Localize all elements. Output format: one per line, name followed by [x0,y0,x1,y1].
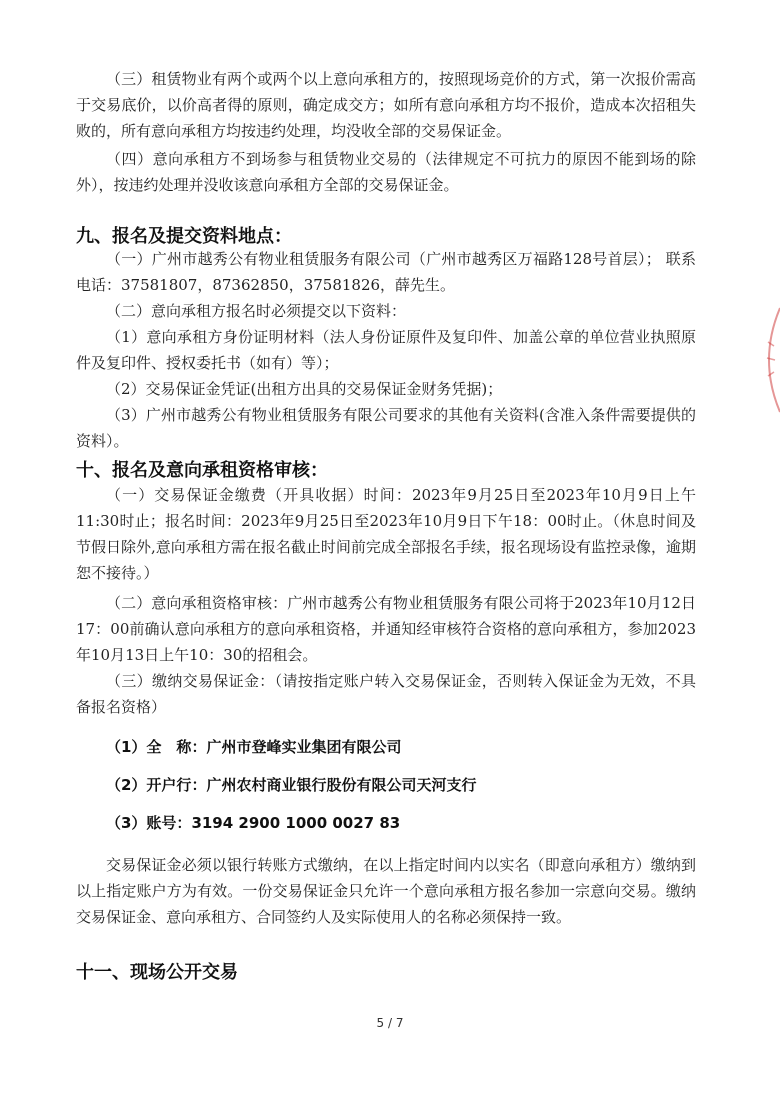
required-doc-identity: （1）意向承租方身份证明材料（法人身份证原件及复印件、加盖公章的单位营业执照原件及复印件、授权委托书（如有）等）； [76,328,696,372]
deposit-note: 交易保证金必须以银行转账方式缴纳，在以上指定时间内以实名（即意向承租方）缴纳到以上指定账户方为有效。一份交易保证金只允许一个意向承租方报名参加一宗意向交易。缴纳交易保证金、意向承租方、合同签约人及实际使用人的名称必须保持一致。 [76,856,696,926]
deposit-payment: （三）缴纳交易保证金：（请按指定账户转入交易保证金，否则转入保证金为无效，不具备报名资格） [76,672,696,716]
registration-location: （一）广州市越秀公有物业租赁服务有限公司（广州市越秀区万福路128号首层）； 联系电话：37581807，87362850，37581826，薛先生。 [76,250,696,294]
section-heading-9: 九、报名及提交资料地点： [76,226,292,247]
section-heading-10: 十、报名及意向承租资格审核： [76,460,328,481]
deposit-registration-time: （一）交易保证金缴费（开具收据）时间：2023年9月25日至2023年10月9日上午11:30时止；报名时间：2023年9月25日至2023年10月9日下午18：00时止。（休息时间及节假日除外,意向承租方需在报名截止时间前完成全部报名手续，报名现场设有监控录像，逾期恕不接待。） [76,486,696,582]
account-number: （3）账号：3194 2900 1000 0027 83 [106,814,401,832]
required-doc-deposit: （2）交易保证金凭证(出租方出具的交易保证金财务凭据)； [106,380,503,398]
required-documents-intro: （二）意向承租方报名时必须提交以下资料： [106,302,407,320]
page-number: 5 / 7 [376,1016,404,1030]
paragraph-item-4: （四）意向承租方不到场参与租赁物业交易的（法律规定不可抗力的原因不能到场的除外），按违约处理并没收该意向承租方全部的交易保证金。 [76,150,696,194]
account-bank: （2）开户行：广州农村商业银行股份有限公司天河支行 [106,776,477,794]
seal-stamp-icon [754,300,780,420]
section-heading-11: 十一、现场公开交易 [76,962,238,983]
account-name: （1）全 称：广州市登峰实业集团有限公司 [106,738,402,756]
paragraph-item-3: （三）租赁物业有两个或两个以上意向承租方的，按照现场竞价的方式，第一次报价需高于交易底价，以价高者得的原则，确定成交方；如所有意向承租方均不报价，造成本次招租失败的，所有意向承租方均按违约处理，均没收全部的交易保证金。 [76,70,696,140]
qualification-review: （二）意向承租资格审核：广州市越秀公有物业租赁服务有限公司将于2023年10月12日17：00前确认意向承租方的意向承租资格，并通知经审核符合资格的意向承租方，参加2023年10月13日上午10：30的招租会。 [76,594,696,664]
required-doc-other: （3）广州市越秀公有物业租赁服务有限公司要求的其他有关资料(含准入条件需要提供的资料）。 [76,406,696,450]
